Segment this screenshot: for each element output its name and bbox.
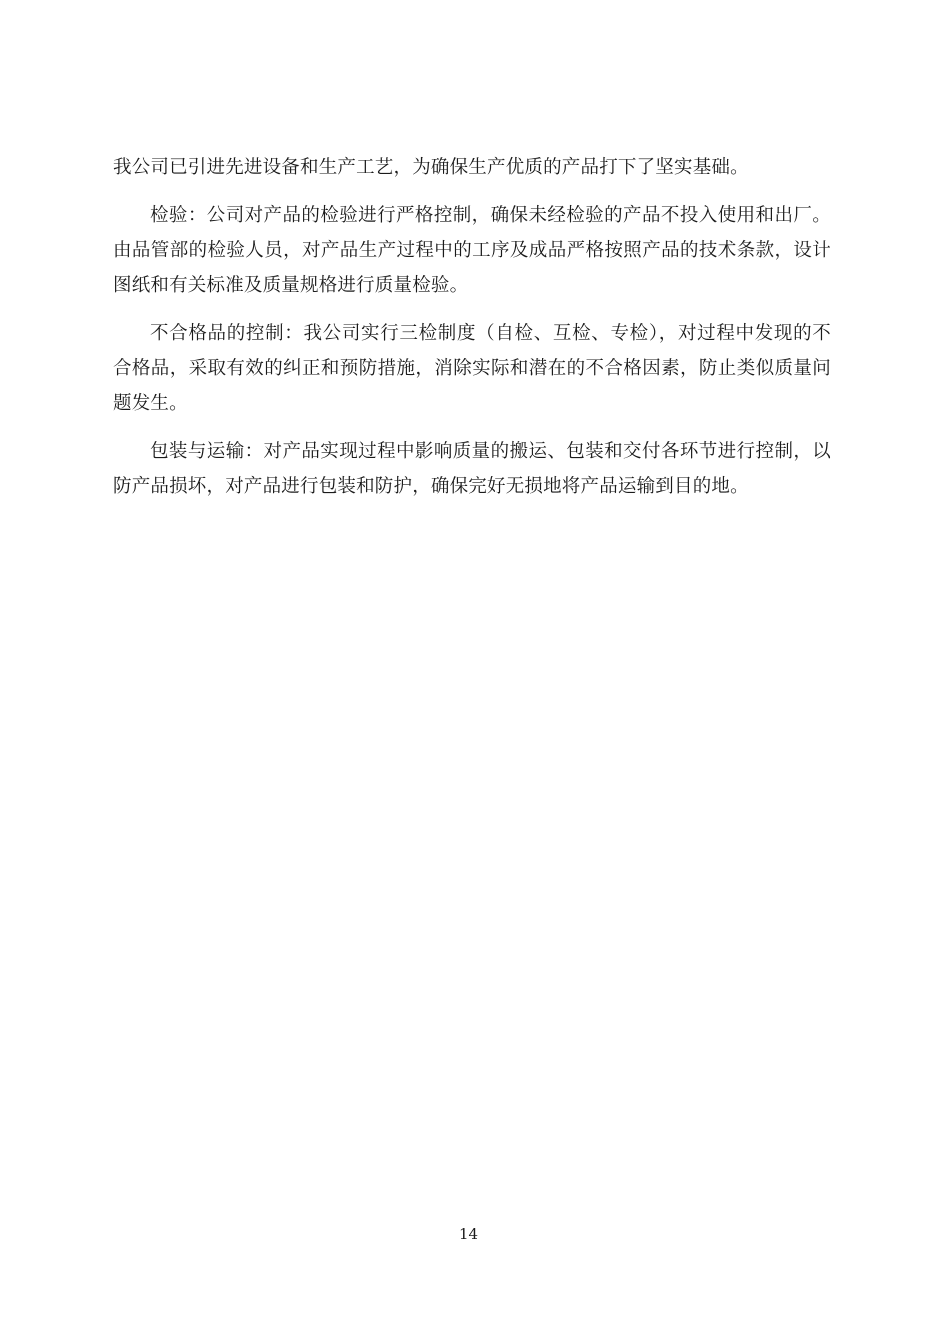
document-body: [113, 150, 831, 504]
paragraph-nonconforming-control: 不合格品的控制：我公司实行三检制度（自检、互检、专检），对过程中发现的不合格品，采取有效的纠正和预防措施，消除实际和潜在的不合格因素，防止类似质量问题发生。: [113, 323, 831, 414]
paragraph-inspection: 检验：公司对产品的检验进行严格控制，确保未经检验的产品不投入使用和出厂。由品管部的检验人员，对产品生产过程中的工序及成品严格按照产品的技术条款，设计图纸和有关标准及质量规格进行质量检验。: [113, 205, 831, 296]
paragraph-packaging-transport: 包装与运输：对产品实现过程中影响质量的搬运、包装和交付各环节进行控制，以防产品损坏，对产品进行包装和防护，确保完好无损地将产品运输到目的地。: [113, 441, 831, 497]
page-number: 14: [458, 1225, 479, 1243]
paragraph-intro: 我公司已引进先进设备和生产工艺，为确保生产优质的产品打下了坚实基础。: [113, 157, 749, 178]
